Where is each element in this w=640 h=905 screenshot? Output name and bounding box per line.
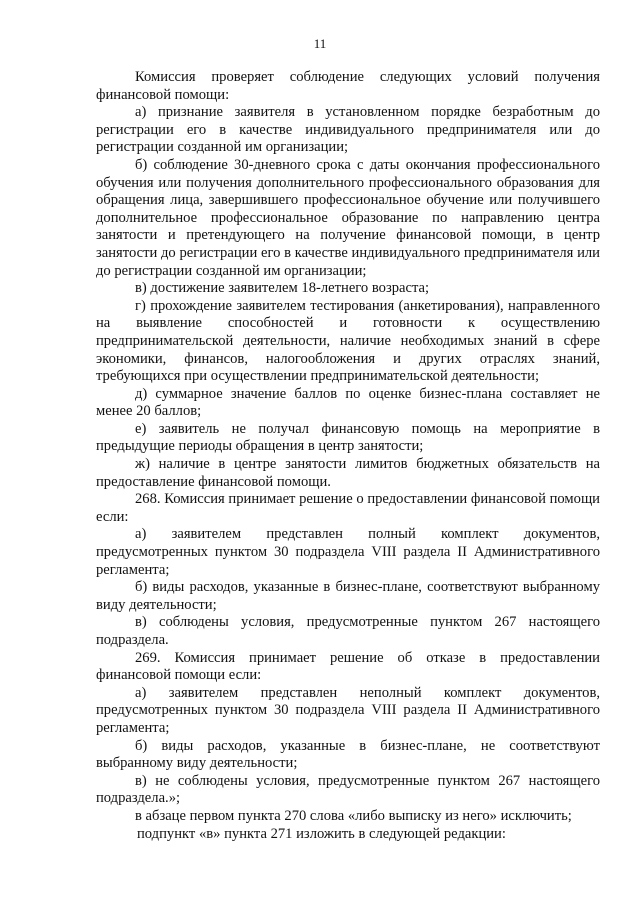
clause-268-v: в) соблюдены условия, предусмотренные пунктом 267 настоящего подраздела. [96, 614, 600, 648]
amendment-271: подпункт «в» пункта 271 изложить в следующей редакции: [137, 825, 506, 842]
intro-paragraph: Комиссия проверяет соблюдение следующих условий получения финансовой помощи: [96, 69, 600, 103]
document-body [96, 69, 600, 843]
clause-268: 268. Комиссия принимает решение о предоставлении финансовой помощи если: [96, 491, 600, 525]
amendment-270: в абзаце первом пункта 270 слова «либо выписку из него» исключить; [135, 807, 572, 824]
clause-268-a: а) заявителем представлен полный комплект документов, предусмотренных пунктом 30 подраздела VIII раздела II Административного регламента; [96, 526, 600, 578]
condition-a: а) признание заявителя в установленном порядке безработным до регистрации его в качестве индивидуального предпринимателя или до регистрации созданной им организации; [96, 104, 600, 156]
condition-zh: ж) наличие в центре занятости лимитов бюджетных обязательств на предоставление финансовой помощи. [96, 456, 600, 490]
condition-g: г) прохождение заявителем тестирования (анкетирования), направленного на выявление способностей и готовности к осуществлению предпринимательской деятельности, наличие необходимых знаний в сфере экономики, финансов, налогообложения и других отраслях знаний, требующихся при осуществлении предпринимательской деятельности; [96, 297, 600, 385]
clause-269-v: в) не соблюдены условия, предусмотренные пунктом 267 настоящего подраздела.»; [96, 772, 600, 807]
page-number: 11 [313, 36, 327, 51]
condition-b: б) соблюдение 30-дневного срока с даты окончания профессионального обучения или получения дополнительного профессионального образования для обращения лица, завершившего профессиональное обучение или получившего дополнительное профессиональное образование по направлению центра занятости и претендующего на получение финансовой помощи, в центр занятости до регистрации его в качестве индивидуального предпринимателя или до регистрации созданной им организации; [96, 156, 600, 279]
condition-v: в) достижение заявителем 18-летнего возраста; [135, 280, 430, 297]
clause-268-b: б) виды расходов, указанные в бизнес-плане, соответствуют выбранному виду деятельности; [96, 579, 600, 613]
clause-269: 269. Комиссия принимает решение об отказе в предоставлении финансовой помощи если: [96, 649, 600, 684]
clause-269-a: а) заявителем представлен неполный комплект документов, предусмотренных пунктом 30 подраздела VIII раздела II Административного регламента; [96, 684, 600, 736]
clause-269-b: б) виды расходов, указанные в бизнес-плане, не соответствуют выбранному виду деятельности; [96, 737, 600, 772]
condition-e: е) заявитель не получал финансовую помощь на мероприятие в предыдущие периоды обращения в центр занятости; [96, 420, 600, 455]
condition-d: д) суммарное значение баллов по оценке бизнес-плана составляет не менее 20 баллов; [96, 385, 600, 420]
